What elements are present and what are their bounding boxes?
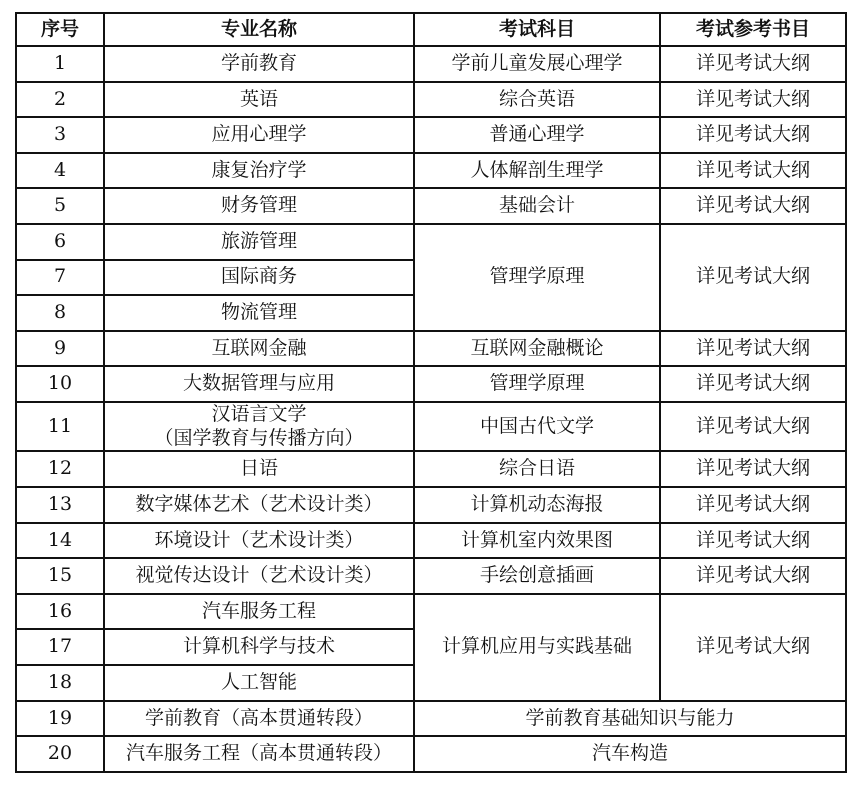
row-major: 应用心理学: [104, 117, 414, 153]
table-header-row: [16, 13, 846, 46]
row-major-line1: 汉语言文学: [211, 402, 307, 425]
exam-subjects-table: [15, 12, 847, 773]
row-subject-book: 学前教育基础知识与能力: [414, 701, 846, 737]
table-row: [16, 117, 846, 153]
row-major-line2: （国学教育与传播方向）: [154, 426, 364, 449]
row-book: 详见考试大纲: [660, 188, 846, 224]
row-book: 详见考试大纲: [660, 117, 846, 153]
row-subject: 综合日语: [414, 451, 660, 487]
row-major: 英语: [104, 82, 414, 118]
row-book: 详见考试大纲: [660, 523, 846, 559]
row-subject: 综合英语: [414, 82, 660, 118]
row-subject: 互联网金融概论: [414, 331, 660, 367]
table-row: [16, 736, 846, 772]
table-row: [16, 701, 846, 737]
header-no: 序号: [16, 13, 104, 46]
row-book: 详见考试大纲: [660, 331, 846, 367]
row-book: 详见考试大纲: [660, 402, 846, 452]
table-row: [16, 46, 846, 82]
row-no: 11: [16, 402, 104, 452]
row-major: 视觉传达设计（艺术设计类）: [104, 558, 414, 594]
table-row: [16, 487, 846, 523]
row-no: 3: [16, 117, 104, 153]
row-no: 9: [16, 331, 104, 367]
row-subject: 计算机应用与实践基础: [414, 594, 660, 701]
row-major: 学前教育: [104, 46, 414, 82]
row-no: 16: [16, 594, 104, 630]
row-major: 汽车服务工程（高本贯通转段）: [104, 736, 414, 772]
row-major: 康复治疗学: [104, 153, 414, 189]
row-no: 19: [16, 701, 104, 737]
row-major: 国际商务: [104, 260, 414, 296]
row-book: 详见考试大纲: [660, 558, 846, 594]
row-no: 4: [16, 153, 104, 189]
row-no: 20: [16, 736, 104, 772]
row-no: 8: [16, 295, 104, 331]
row-no: 13: [16, 487, 104, 523]
row-subject: 管理学原理: [414, 366, 660, 402]
row-no: 1: [16, 46, 104, 82]
row-subject: 基础会计: [414, 188, 660, 224]
row-book: 详见考试大纲: [660, 46, 846, 82]
row-book: 详见考试大纲: [660, 366, 846, 402]
row-major: 学前教育（高本贯通转段）: [104, 701, 414, 737]
row-book: 详见考试大纲: [660, 224, 846, 331]
row-major: 日语: [104, 451, 414, 487]
row-subject: 普通心理学: [414, 117, 660, 153]
row-major: 物流管理: [104, 295, 414, 331]
row-no: 6: [16, 224, 104, 260]
row-no: 2: [16, 82, 104, 118]
row-no: 7: [16, 260, 104, 296]
row-no: 14: [16, 523, 104, 559]
row-major: 数字媒体艺术（艺术设计类）: [104, 487, 414, 523]
row-subject: 计算机动态海报: [414, 487, 660, 523]
row-subject: 手绘创意插画: [414, 558, 660, 594]
header-book: 考试参考书目: [660, 13, 846, 46]
row-no: 18: [16, 665, 104, 701]
table-row: [16, 82, 846, 118]
row-no: 12: [16, 451, 104, 487]
table-row: [16, 366, 846, 402]
row-major: 环境设计（艺术设计类）: [104, 523, 414, 559]
row-major: 大数据管理与应用: [104, 366, 414, 402]
table-row: [16, 594, 846, 630]
row-book: 详见考试大纲: [660, 594, 846, 701]
row-book: 详见考试大纲: [660, 451, 846, 487]
row-no: 15: [16, 558, 104, 594]
row-major: 旅游管理: [104, 224, 414, 260]
row-major: 汽车服务工程: [104, 594, 414, 630]
header-subject: 考试科目: [414, 13, 660, 46]
row-no: 10: [16, 366, 104, 402]
table-row: [16, 224, 846, 260]
table-row: [16, 153, 846, 189]
row-subject: 中国古代文学: [414, 402, 660, 452]
row-subject-book: 汽车构造: [414, 736, 846, 772]
table-row: [16, 402, 846, 452]
table-row: [16, 558, 846, 594]
table-row: [16, 451, 846, 487]
row-no: 17: [16, 629, 104, 665]
table-row: [16, 331, 846, 367]
table-row: [16, 188, 846, 224]
row-subject: 管理学原理: [414, 224, 660, 331]
row-major: 人工智能: [104, 665, 414, 701]
row-no: 5: [16, 188, 104, 224]
row-subject: 人体解剖生理学: [414, 153, 660, 189]
row-subject: 计算机室内效果图: [414, 523, 660, 559]
row-book: 详见考试大纲: [660, 487, 846, 523]
table-row: [16, 523, 846, 559]
row-major: 财务管理: [104, 188, 414, 224]
header-major: 专业名称: [104, 13, 414, 46]
row-subject: 学前儿童发展心理学: [414, 46, 660, 82]
row-book: 详见考试大纲: [660, 82, 846, 118]
row-major: 互联网金融: [104, 331, 414, 367]
row-book: 详见考试大纲: [660, 153, 846, 189]
row-major: [104, 402, 414, 452]
row-major: 计算机科学与技术: [104, 629, 414, 665]
